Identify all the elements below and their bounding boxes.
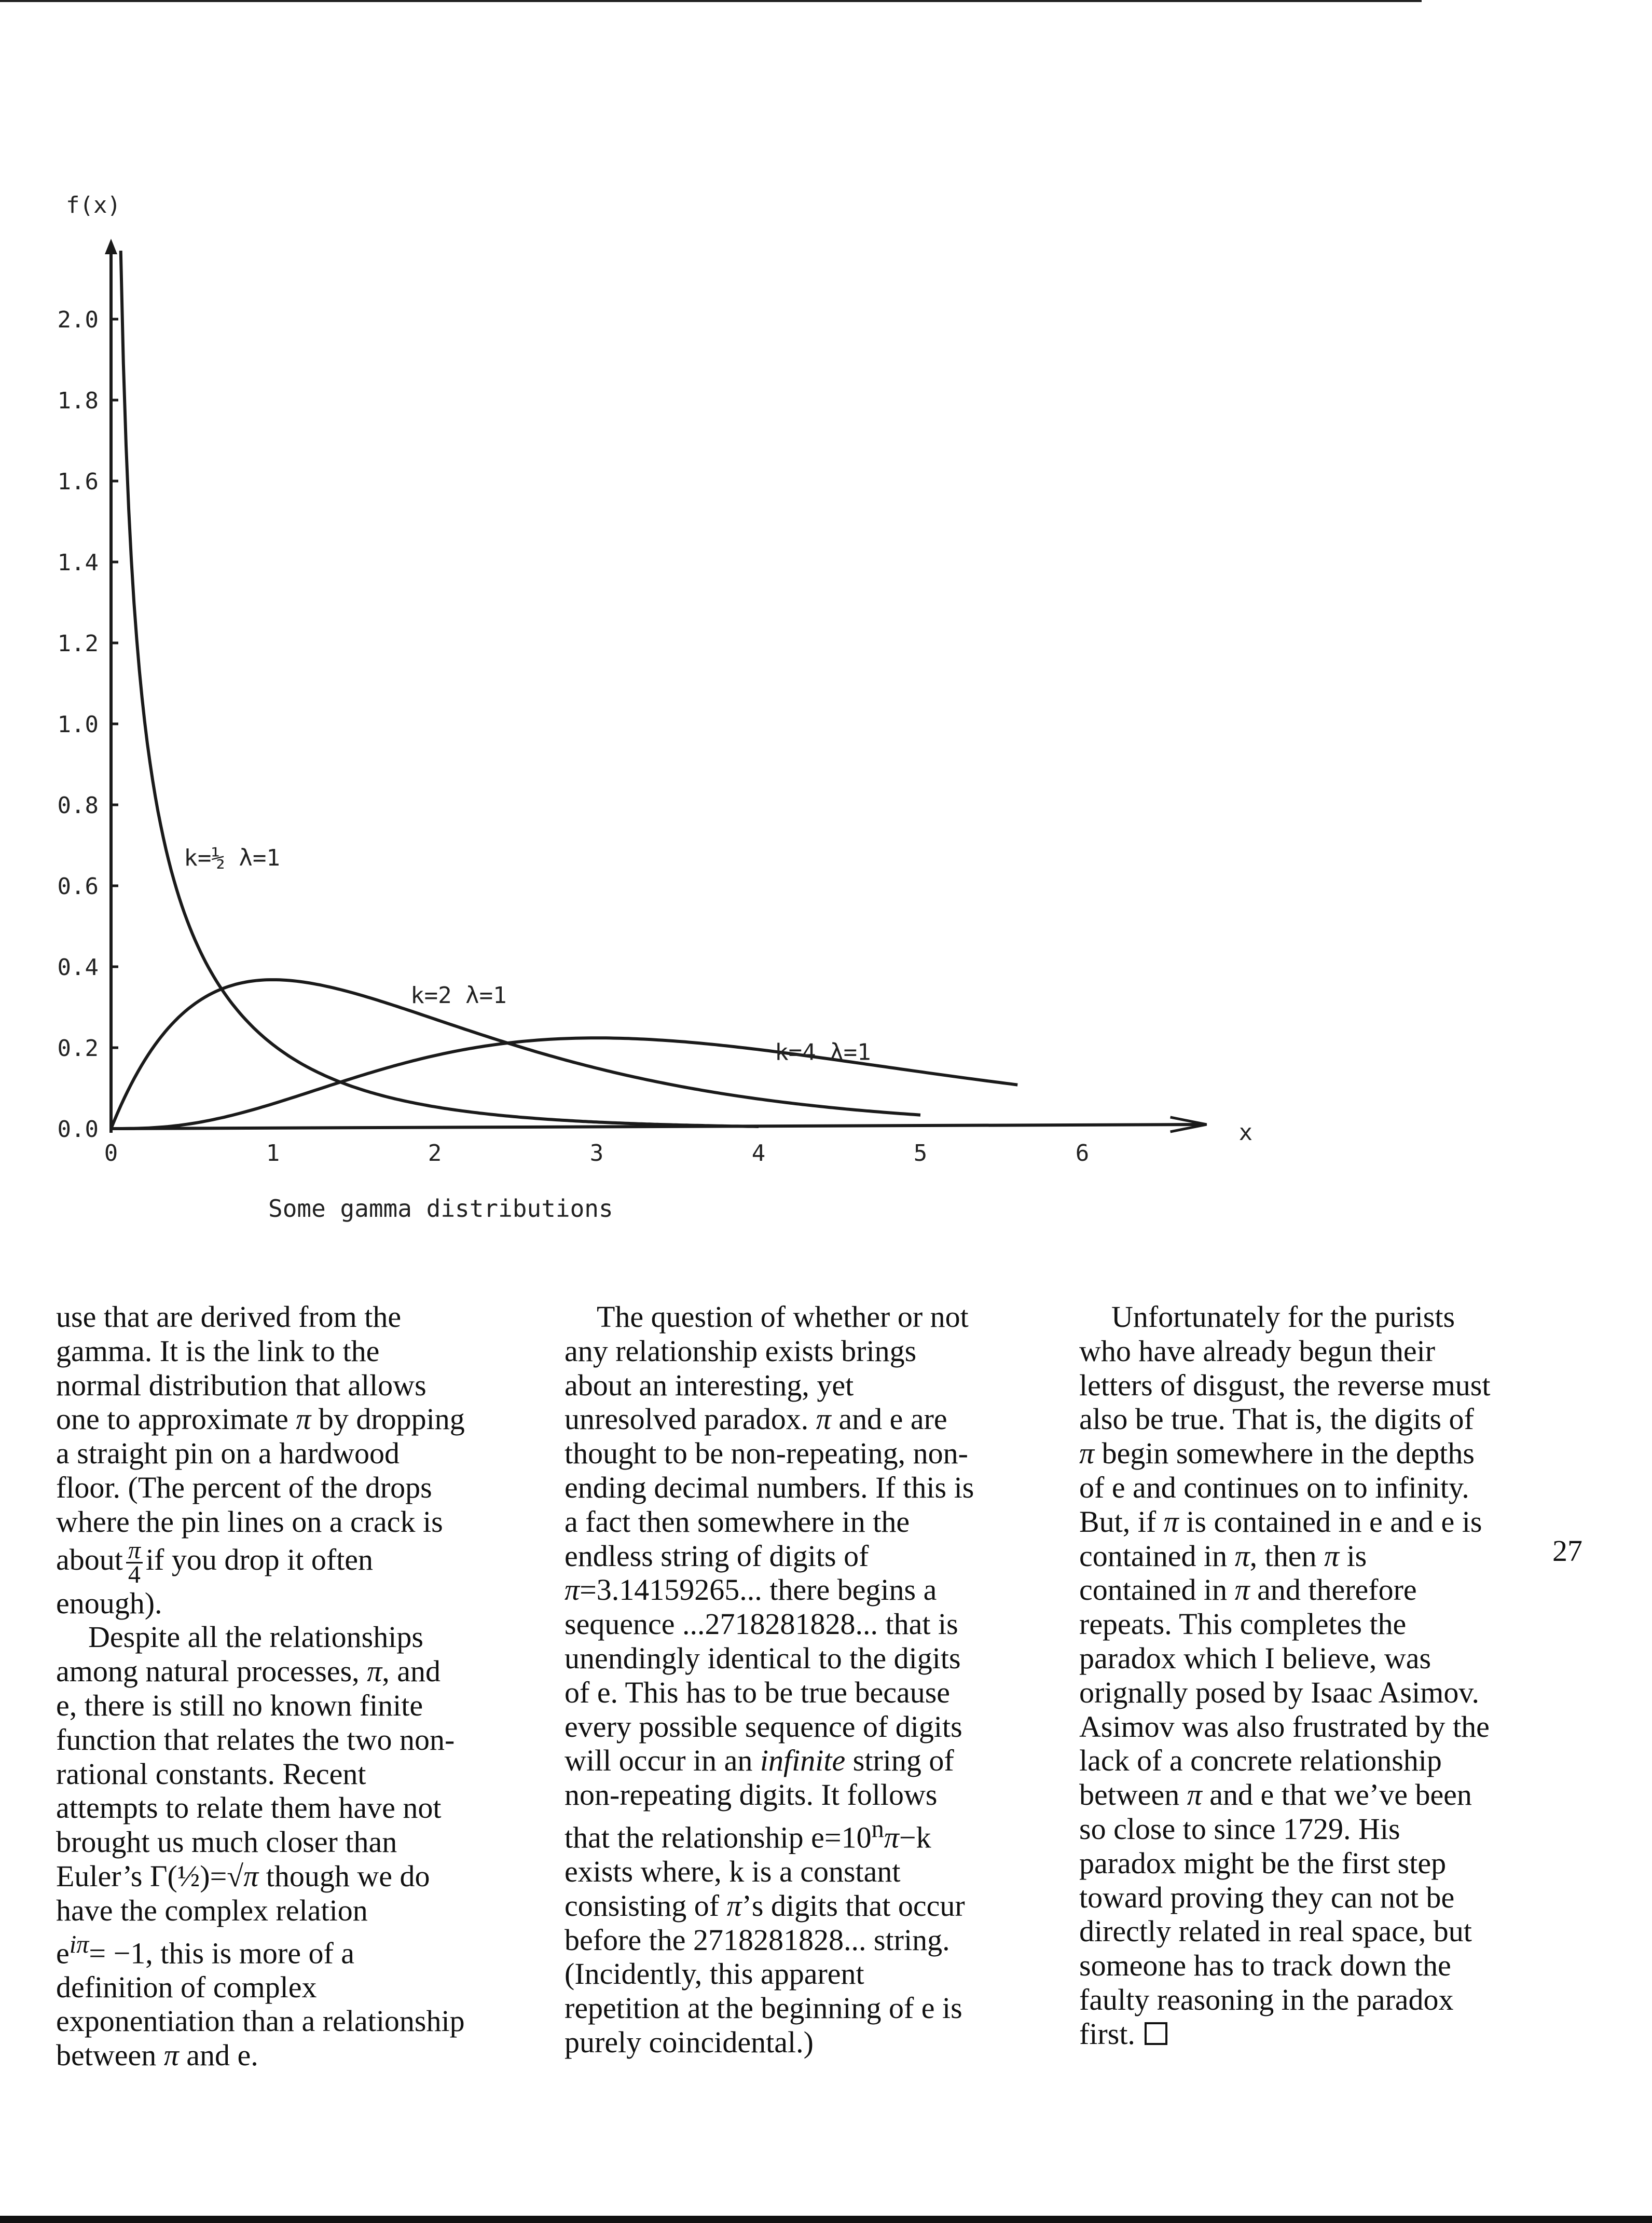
text-line bbox=[1079, 1539, 1546, 1573]
text-line bbox=[565, 1573, 1031, 1607]
text-run: is bbox=[1339, 1539, 1367, 1573]
text-line: of e. This has to be true because bbox=[565, 1675, 951, 1709]
exponent: iπ bbox=[69, 1930, 89, 1958]
text-line: gamma. It is the link to the bbox=[56, 1334, 380, 1368]
text-line bbox=[56, 1654, 523, 1689]
y-tick-label: 0.4 bbox=[57, 954, 99, 981]
bottom-edge-rule bbox=[0, 2216, 1652, 2223]
text-line bbox=[56, 2038, 523, 2073]
text-run: about bbox=[56, 1542, 123, 1576]
curve-annotation-2: k=2 λ=1 bbox=[410, 982, 507, 1009]
pi-symbol: π bbox=[1234, 1573, 1250, 1607]
x-tick-label: 1 bbox=[266, 1140, 280, 1167]
pi-symbol: π bbox=[1234, 1539, 1250, 1573]
text-line bbox=[56, 1536, 523, 1588]
text-line bbox=[56, 1402, 523, 1436]
text-line: paradox which I believe, was bbox=[1079, 1641, 1431, 1675]
text-line: directly related in real space, but bbox=[1079, 1914, 1472, 1948]
text-line: orignally posed by Isaac Asimov. bbox=[1079, 1675, 1480, 1709]
x-axis-label: x bbox=[1238, 1119, 1253, 1146]
text-line: e, there is still no known finite bbox=[56, 1688, 423, 1722]
text-line: (Incidently, this apparent bbox=[565, 1957, 864, 1991]
text-line bbox=[56, 1859, 523, 1893]
text-line bbox=[1079, 1573, 1546, 1607]
text-run: e bbox=[56, 1936, 70, 1970]
text-line: lack of a concrete relationship bbox=[1079, 1744, 1442, 1778]
text-run: , then bbox=[1249, 1539, 1324, 1573]
pi-symbol: π bbox=[1163, 1504, 1179, 1539]
text-run: between bbox=[1079, 1778, 1187, 1812]
text-line: floor. (The percent of the drops bbox=[56, 1470, 432, 1504]
x-tick-label: 3 bbox=[589, 1140, 604, 1167]
text-line: also be true. That is, the digits of bbox=[1079, 1402, 1474, 1436]
y-tick-label: 0.6 bbox=[57, 873, 99, 900]
text-run: that the relationship e=10 bbox=[565, 1820, 872, 1855]
x-tick-label: 4 bbox=[751, 1140, 766, 1167]
italic-word: infinite bbox=[760, 1744, 846, 1778]
y-tick-label: 0.8 bbox=[57, 792, 99, 819]
text-run: contained in bbox=[1079, 1539, 1235, 1573]
text-line: exponentiation than a relationship bbox=[56, 2004, 465, 2038]
pi-symbol: π bbox=[816, 1402, 831, 1436]
text-line: non-repeating digits. It follows bbox=[565, 1778, 938, 1812]
text-column-3 bbox=[1079, 1300, 1546, 2051]
text-run: if you drop it often bbox=[145, 1542, 374, 1576]
text-run: contained in bbox=[1079, 1573, 1235, 1607]
text-run: consisting of bbox=[565, 1888, 727, 1923]
text-line: repetition at the beginning of e is bbox=[565, 1991, 962, 2025]
text-line: enough). bbox=[56, 1586, 162, 1620]
text-line: normal distribution that allows bbox=[56, 1368, 426, 1402]
text-line: exists where, k is a constant bbox=[565, 1855, 901, 1889]
text-line bbox=[565, 1402, 1031, 1436]
text-line: who have already begun their bbox=[1079, 1334, 1436, 1368]
text-line bbox=[1079, 1778, 1546, 1812]
y-tick-label: 1.4 bbox=[57, 550, 99, 576]
pi-symbol: π bbox=[163, 2038, 179, 2073]
text-line: toward proving they can not be bbox=[1079, 1880, 1455, 1914]
text-line: paradox might be the first step bbox=[1079, 1846, 1447, 1880]
x-tick-label: 0 bbox=[104, 1140, 118, 1167]
text-column-1 bbox=[56, 1300, 523, 2073]
text-line: attempts to relate them have not bbox=[56, 1791, 442, 1825]
text-run: and e. bbox=[178, 2038, 258, 2073]
pi-symbol: π bbox=[1324, 1539, 1340, 1573]
text-column-2 bbox=[565, 1300, 1031, 2060]
y-tick-label: 0.0 bbox=[57, 1116, 99, 1143]
text-line: Despite all the relationships bbox=[88, 1620, 423, 1654]
end-of-article-box-icon bbox=[1145, 2022, 1167, 2045]
text-run: and e that we’ve been bbox=[1202, 1778, 1472, 1812]
x-tick-label: 2 bbox=[428, 1140, 442, 1167]
text-run: one to approximate bbox=[56, 1402, 296, 1436]
text-line: rational constants. Recent bbox=[56, 1757, 366, 1791]
paragraph bbox=[56, 1300, 523, 1620]
text-line: purely coincidental.) bbox=[565, 2025, 814, 2060]
y-tick-label: 1.6 bbox=[57, 469, 99, 495]
text-line: definition of complex bbox=[56, 1970, 317, 2004]
text-run: Euler’s Γ(½)=√ bbox=[56, 1859, 244, 1893]
text-run: begin somewhere in the depths bbox=[1094, 1436, 1475, 1471]
y-tick-label: 1.8 bbox=[57, 388, 99, 414]
text-run: is contained in e and e is bbox=[1178, 1504, 1482, 1539]
page-number: 27 bbox=[1552, 1534, 1582, 1568]
paragraph bbox=[565, 1300, 1031, 2060]
text-line: Unfortunately for the purists bbox=[1111, 1300, 1455, 1334]
text-run: string of bbox=[845, 1744, 954, 1778]
text-run: will occur in an bbox=[565, 1744, 760, 1778]
text-run: first. bbox=[1079, 2016, 1135, 2051]
pi-symbol: π bbox=[1187, 1778, 1202, 1812]
text-line: endless string of digits of bbox=[565, 1539, 869, 1573]
text-run: unresolved paradox. bbox=[565, 1402, 816, 1436]
text-run: But, if bbox=[1079, 1504, 1164, 1539]
text-line: unendingly identical to the digits bbox=[565, 1641, 961, 1675]
pi-symbol: π bbox=[1079, 1436, 1095, 1471]
pi-symbol: π bbox=[243, 1859, 259, 1893]
text-run: among natural processes, bbox=[56, 1654, 367, 1689]
x-tick-label: 5 bbox=[913, 1140, 928, 1167]
y-tick-label: 2.0 bbox=[57, 307, 99, 333]
pi-symbol: π bbox=[565, 1573, 580, 1607]
pi-symbol: π bbox=[367, 1654, 382, 1689]
text-run: , and bbox=[382, 1654, 440, 1689]
text-line bbox=[565, 1812, 1031, 1855]
pi-symbol: π bbox=[726, 1888, 742, 1923]
text-line: sequence ...2718281828... that is bbox=[565, 1607, 958, 1641]
text-run: = −1, this is more of a bbox=[89, 1936, 355, 1970]
text-run: and e are bbox=[831, 1402, 947, 1436]
gamma-distribution-chart bbox=[0, 187, 1349, 1266]
curve-annotation-1: k=½ λ=1 bbox=[184, 845, 280, 871]
y-tick-label: 1.0 bbox=[57, 711, 99, 738]
text-line: of e and continues on to infinity. bbox=[1079, 1470, 1469, 1504]
text-line: use that are derived from the bbox=[56, 1300, 402, 1334]
text-line: brought us much closer than bbox=[56, 1825, 397, 1859]
text-run: =3.14159265... there begins a bbox=[580, 1573, 937, 1607]
text-run: by dropping bbox=[311, 1402, 465, 1436]
y-tick-label: 1.2 bbox=[57, 630, 99, 657]
x-tick-label: 6 bbox=[1075, 1140, 1090, 1167]
text-run: and therefore bbox=[1249, 1573, 1417, 1607]
text-line: before the 2718281828... string. bbox=[565, 1923, 950, 1957]
paragraph bbox=[1079, 1300, 1546, 2051]
text-line: so close to since 1729. His bbox=[1079, 1812, 1400, 1846]
top-edge-rule bbox=[0, 0, 1422, 2]
text-line bbox=[565, 1744, 1031, 1778]
text-line: any relationship exists brings bbox=[565, 1334, 917, 1368]
text-line: ending decimal numbers. If this is bbox=[565, 1470, 974, 1504]
text-run: though we do bbox=[258, 1859, 430, 1893]
text-line: faulty reasoning in the paradox bbox=[1079, 1982, 1454, 2016]
text-line: thought to be non-repeating, non- bbox=[565, 1436, 968, 1471]
text-line: a straight pin on a hardwood bbox=[56, 1436, 400, 1471]
pi-symbol: π bbox=[296, 1402, 311, 1436]
pi-symbol: π bbox=[884, 1820, 899, 1855]
series-line-3 bbox=[111, 1038, 1017, 1129]
text-line bbox=[565, 1889, 1031, 1923]
text-line: someone has to track down the bbox=[1079, 1948, 1451, 1983]
text-line: a fact then somewhere in the bbox=[565, 1504, 910, 1539]
curve-annotation-3: k=4 λ=1 bbox=[775, 1039, 871, 1066]
text-run: ’s digits that occur bbox=[741, 1888, 965, 1923]
text-line: about an interesting, yet bbox=[565, 1368, 854, 1402]
chart-caption: Some gamma distributions bbox=[268, 1195, 613, 1223]
text-line: function that relates the two non- bbox=[56, 1722, 455, 1757]
pi-over-4-fraction bbox=[126, 1536, 143, 1588]
text-line bbox=[56, 1928, 523, 1970]
text-line: have the complex relation bbox=[56, 1893, 368, 1927]
text-line: repeats. This completes the bbox=[1079, 1607, 1407, 1641]
fraction-denominator: 4 bbox=[128, 1560, 141, 1588]
text-line bbox=[1079, 1436, 1546, 1471]
text-line: every possible sequence of digits bbox=[565, 1709, 962, 1744]
paragraph bbox=[56, 1620, 523, 2073]
text-line: letters of disgust, the reverse must bbox=[1079, 1368, 1491, 1402]
exponent: n bbox=[871, 1815, 884, 1843]
text-run: between bbox=[56, 2038, 164, 2073]
y-tick-label: 0.2 bbox=[57, 1035, 99, 1062]
text-line: Asimov was also frustrated by the bbox=[1079, 1709, 1490, 1744]
text-line bbox=[1079, 2017, 1546, 2051]
y-axis-arrow-icon bbox=[105, 239, 117, 254]
text-line bbox=[1079, 1505, 1546, 1539]
text-run: −k bbox=[899, 1820, 931, 1855]
y-axis-label: f(x) bbox=[66, 192, 121, 218]
text-line: The question of whether or not bbox=[597, 1300, 969, 1334]
fraction-numerator: π bbox=[126, 1539, 143, 1563]
text-line: where the pin lines on a crack is bbox=[56, 1504, 443, 1539]
